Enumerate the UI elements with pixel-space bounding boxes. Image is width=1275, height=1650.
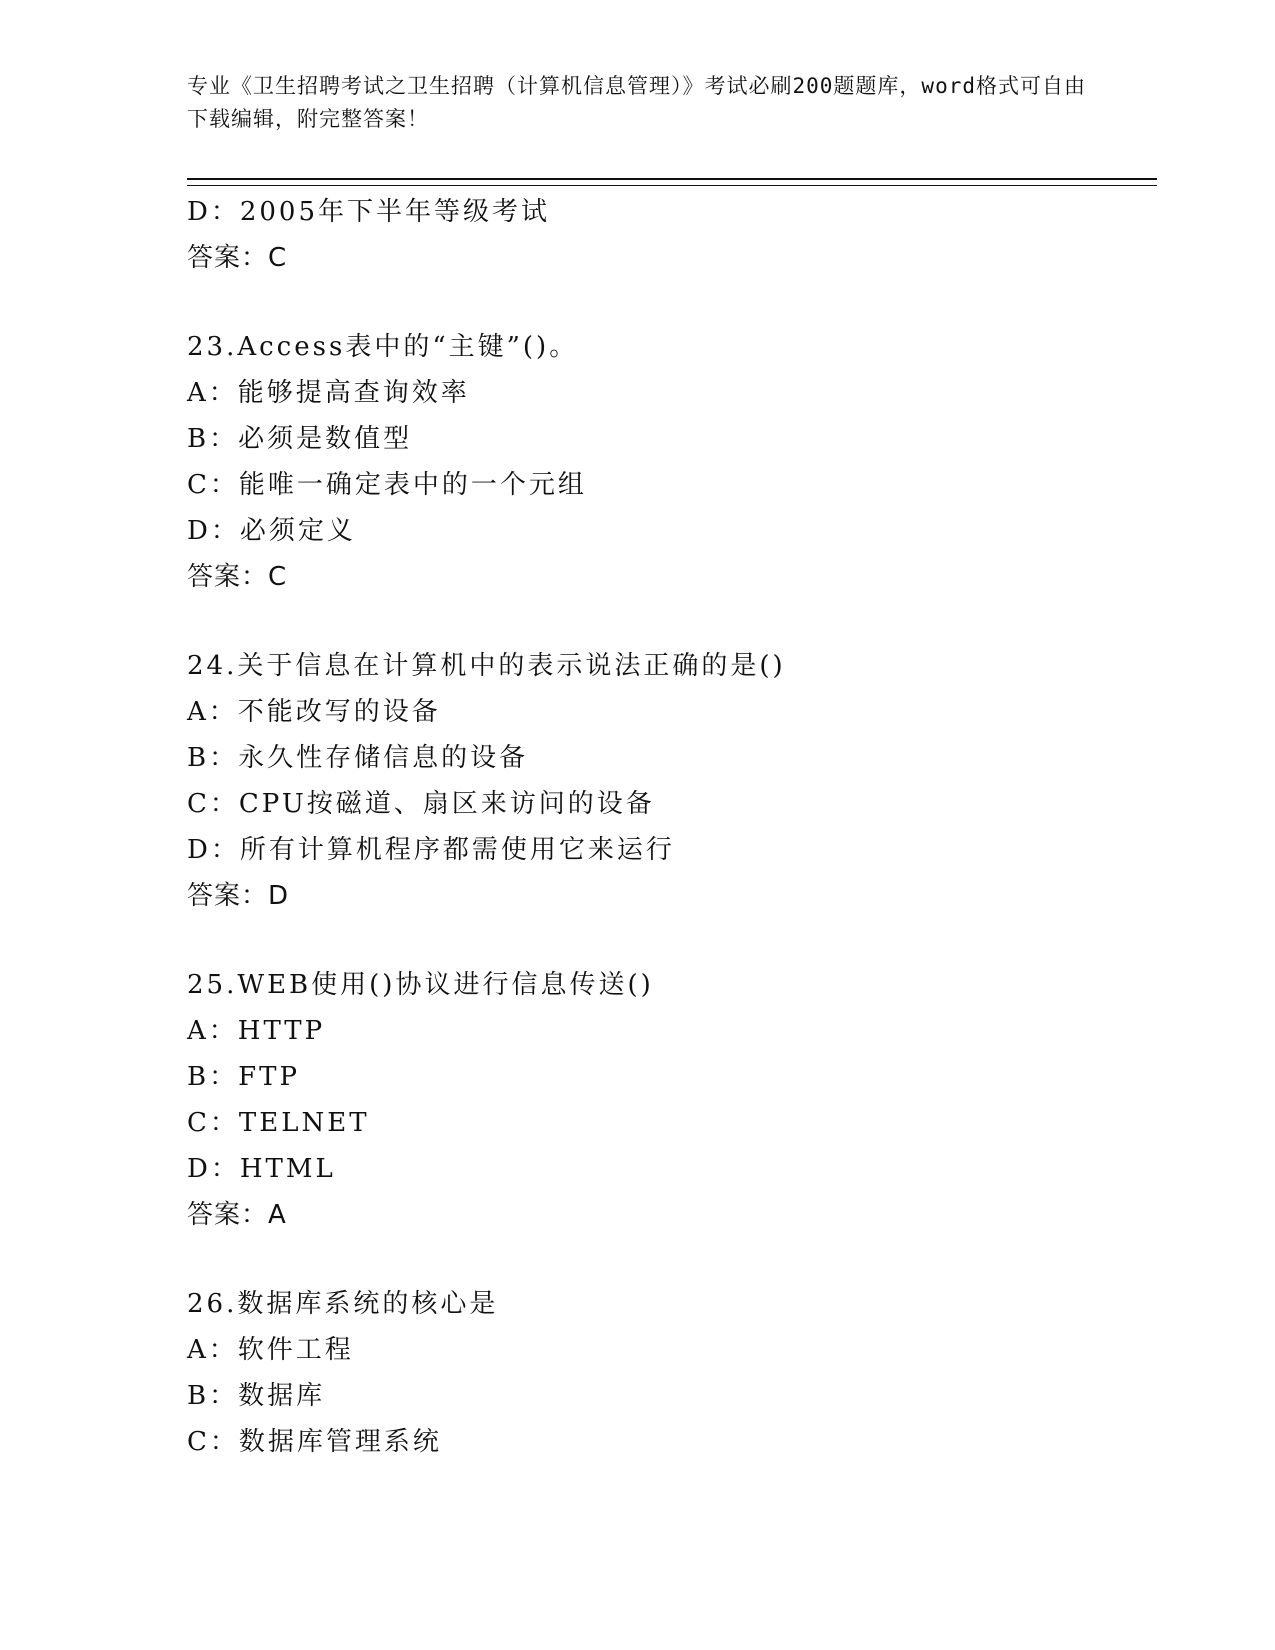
header-divider bbox=[187, 178, 1157, 186]
option-d: D：所有计算机程序都需使用它来运行 bbox=[187, 835, 675, 865]
question-23 bbox=[187, 324, 1157, 600]
option-b: B：数据库 bbox=[187, 1381, 326, 1411]
option-a: A：HTTP bbox=[187, 1016, 326, 1046]
option-c: C：能唯一确定表中的一个元组 bbox=[187, 470, 587, 500]
question-24 bbox=[187, 643, 1157, 919]
answer-line: 答案：A bbox=[187, 1200, 287, 1230]
question-stem: 23.Access表中的“主键”()。 bbox=[187, 332, 579, 362]
option-b: B：必须是数值型 bbox=[187, 424, 413, 454]
option-b: B：FTP bbox=[187, 1062, 300, 1092]
question-stem: 24.关于信息在计算机中的表示说法正确的是() bbox=[187, 651, 786, 681]
document-header: 专业《卫生招聘考试之卫生招聘（计算机信息管理）》考试必刷200题题库，word格式可自由下载编辑，附完整答案！ bbox=[187, 74, 1086, 131]
answer-line: 答案：C bbox=[187, 243, 288, 273]
answer-line: 答案：D bbox=[187, 881, 290, 911]
option-d: D：HTML bbox=[187, 1154, 336, 1184]
document-page bbox=[187, 70, 1157, 1465]
question-25 bbox=[187, 962, 1157, 1238]
option-b: B：永久性存储信息的设备 bbox=[187, 743, 529, 773]
option-c: C：数据库管理系统 bbox=[187, 1427, 442, 1457]
option-c: C：CPU按磁道、扇区来访问的设备 bbox=[187, 789, 655, 819]
prev-question-tail bbox=[187, 189, 1157, 281]
option-d: D：2005年下半年等级考试 bbox=[187, 197, 551, 227]
answer-line: 答案：C bbox=[187, 562, 288, 592]
option-a: A：能够提高查询效率 bbox=[187, 378, 470, 408]
option-a: A：不能改写的设备 bbox=[187, 697, 441, 727]
question-26 bbox=[187, 1281, 1157, 1465]
option-d: D：必须定义 bbox=[187, 516, 356, 546]
question-stem: 25.WEB使用()协议进行信息传送() bbox=[187, 970, 654, 1000]
question-stem: 26.数据库系统的核心是 bbox=[187, 1289, 499, 1319]
option-c: C：TELNET bbox=[187, 1108, 370, 1138]
option-a: A：软件工程 bbox=[187, 1335, 354, 1365]
